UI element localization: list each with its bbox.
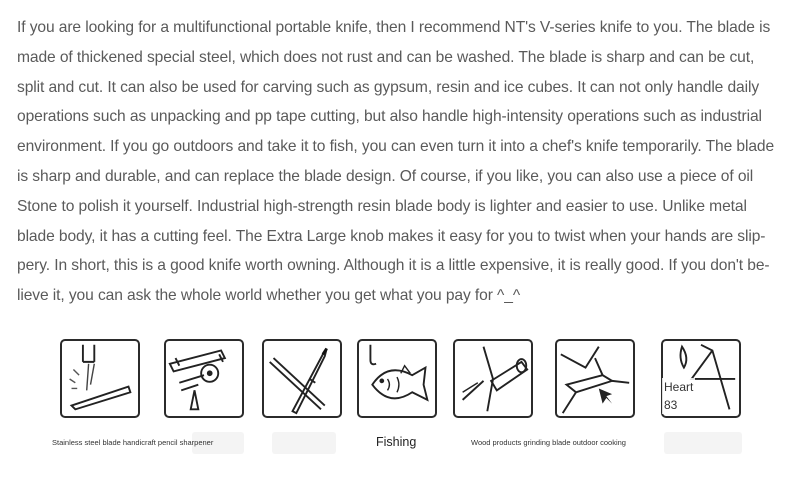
description-line: blade body, it has a cutting feel. The Extra Large knob makes it easy for you to twist when your hands are slip- [17,227,766,245]
description-line: If you are looking for a multifunctional portable knife, then I recommend NT's V-series knife to you. The blade is [17,19,771,36]
description-line: pery. In short, this is a good knife worth owning. Although it is a little expensive, it is really good. If you don't be- [17,257,770,275]
wood-products-icon [453,339,533,418]
description-line: environment. If you go outdoors and take it to fish, you can even turn it into a chef's knife temporarily. The blade [17,138,775,156]
description-line: operations such as unpacking and pp tape cutting, but also handle high-intensity operations such as industrial [17,108,762,126]
handicraft-icon [164,339,244,418]
description-line: is sharp and durable, and can replace the blade design. Of course, if you like, you can also use a piece of oil [17,167,754,185]
description-line: split and cut. It can also be used for carving such as gypsum, resin and ice cubes. It can not only handle daily [17,78,760,96]
caption-placeholder [272,432,336,454]
caption-left-group: Stainless steel blade handicraft pencil sharpener [52,438,214,447]
caption-fishing: Fishing [376,435,417,449]
caption-right-group: Wood products grinding blade outdoor cooking [471,438,626,447]
stainless-steel-blade-icon [60,339,140,418]
heart-word: Heart [664,380,694,394]
description-line: Stone to polish it yourself. Industrial high-strength resin blade body is lighter and easier to use. Unlike metal [17,197,747,215]
fishing-icon [357,339,437,418]
pencil-sharpener-icon [262,339,342,418]
description-line: lieve it, you can ask the whole world whether you get what you pay for ^_^ [17,287,521,305]
heart-overlay-label [662,378,695,414]
grinding-blade-icon [555,339,635,418]
description-line: made of thickened special steel, which does not rust and can be washed. The blade is sharp and can be cut, [17,48,755,66]
heart-number: 83 [664,398,678,412]
caption-placeholder [664,432,742,454]
